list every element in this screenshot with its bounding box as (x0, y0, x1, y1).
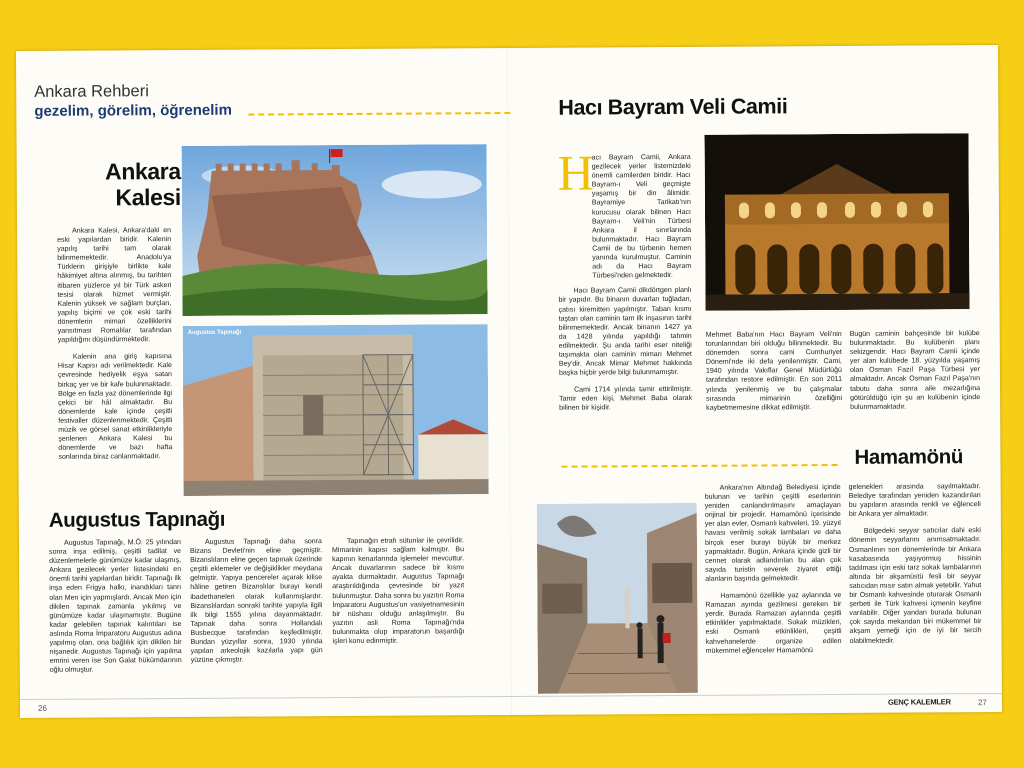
hamamonu-column-1 (705, 483, 842, 664)
haci-bayram-photo (704, 133, 969, 311)
hamamonu-column-2 (849, 482, 982, 653)
ankara-kalesi-body (57, 226, 172, 470)
augustus-column-3 (332, 536, 465, 654)
hamamonu-paragraph: Ankara'nın Altındağ Belediyesi içinde bulunan ve tarihin çeşitli eserlerinin yeniden canlandırılmasını amaçlayan orijinal bir projedir. Hamamönü içerisinde yer alan evler, Osmanlı kahveleri, 19. yüzyıl havası verilmiş sokak lambaları ve daha birçok eser burayı büyük bir merkez yapmaktadır. Bugün, Ankara içinde gizli bir cennet olarak adlandırılan bu alan çok sayıda turistin severek ziyaret ettiği alanların başında gelmektedir. (704, 483, 842, 583)
haci-bayram-paragraph: Cami 1714 yılında tamir ettirilmiştir. Tamir eden kişi, Mehmet Baba olarak bilinen bir kişidir. (559, 386, 693, 413)
haci-bayram-paragraph: acı Bayram Camii, Ankara gezilecek yerler listemizdeki önemli camilerden biridir. Hacı Bayram-ı Veli geçmişte yaşamış bir din âlimidir. Bayramiye Tarikatı'nın kurucusu olarak bilinen Hacı Bayram-ı Veli'nin Türbesi Ankara il sınırlarında bulunmaktadır. Hacı Bayram Camii de bu türbenin hemen yanında kurulmuştur. Caminin adı da Hacı Bayram Türbesi'nden gelmektedir. (591, 153, 692, 280)
page-number-right: 27 (977, 698, 987, 708)
magazine-brand: GENÇ KALEMLER (887, 697, 951, 707)
augustus-photo-caption: Augustus Tapınağı (187, 329, 242, 336)
ankara-kalesi-paragraph: Kalenin ana giriş kapısına Hisar Kapısı adı verilmektedir. Kale çevresinde hediyelik eşya satan birkaç yer ve bir kafe bulunmaktadır. Bölge en fazla yaz dönemlerinde ilgi çekici bir hâl almaktadır. Bu dönemlerde kale içinde çeşitli festivaller düzenlenmektedir. Çeşitli müzik ve görsel sanat etkinlikleriyle şenlenen Ankara Kalesi bu dönemlerde ve bazı hafta sonlarında biraz canlanmaktadır. (57, 353, 173, 462)
hamamonu-dashed-rule (562, 464, 838, 468)
hamamonu-paragraph: Bölgedeki seyyar satıcılar dahi eski dönemin seyyarlarını anımsatmaktadır. Osmanlının son dönemlerinde bir Ankara kasabasında yaşıyormuş hissinin tadılması için eski tarz sokak lambalarının altında bir akşamüstü fesli bir seyyar satıcıdan mısır satın almak yetebilir. Yahut bir Osmanlı kahvesinde oturarak Osmanlı şerbeti ile Türk kahvesi içmenin keyfine varılabilir. Diğer yandan burada bulunan çok sayıda mekandan biri mükemmel bir akşam yemeği için de iyi bir tercih olabilmektedir. (848, 527, 982, 645)
hamamonu-photo (537, 503, 698, 694)
haci-bayram-column-2 (706, 330, 843, 421)
hamamonu-title: Hamamönü (854, 445, 963, 469)
augustus-photo (183, 324, 489, 496)
augustus-column-2 (190, 537, 323, 673)
magazine-spread (16, 45, 1002, 718)
ankara-kalesi-photo (182, 144, 488, 316)
haci-bayram-column-1 (558, 153, 693, 421)
hamamonu-paragraph: Hamamönü özellikle yaz aylarında ve Ramazan ayında gezilmesi gereken bir yerdir. Burada Ramazan aylarında çeşitli etkinlikler yapılmaktadır. Sokak müzikleri, eski Osmanlı etkinlikleri, çeşitli kahvehanelerde organize edilen mükemmel eğlenceler Hamamönü (705, 592, 842, 655)
ankara-kalesi-paragraph: Ankara Kalesi, Ankara'daki en eski yapılardan biridir. Kalenin yapılış tarihi tam olarak bilinmemektedir. Anadolu'ya Türklerin girişiyle birlikte kale hâkimiyet altına alınmış, bu tarihten itibaren yüzlerce yıl bir Türk askeri tesisi olarak hizmet vermiştir. Kalenin yüksek ve sağlam burçları, yapılış biçimi ve çok eski tarihi dönemlerin mimari özelliklerini yansıtması Romalılar tarafından yapıldığını düşündürmektedir. (57, 227, 172, 344)
augustus-column-1 (49, 538, 182, 683)
header-dashed-rule (248, 112, 510, 116)
hamamonu-paragraph: gelenekleri arasında sayılmaktadır. Belediye tarafından yeniden kazandırılan bu yapıların arasında renkli ve eğlenceli bir Ankara yer almaktadır. (848, 483, 981, 519)
page-spine (507, 48, 512, 715)
page-number-left: 26 (37, 703, 47, 713)
haci-bayram-paragraph: Mehmet Baba'nın Hacı Bayram Veli'nin torunlarından biri olduğu bilinmektedir. Bu dönemden sonra cami Cumhuriyet Dönemi'nde iki defa yenilenmiştir. Cami, 1940 yılında Vakıflar Genel Müdürlüğü tarafından restore edilmiştir. En son 2011 yılında yenilenmiş ve bu çalışmalar sırasında mimarinin özelliğini kaybetmemesine dikkat edilmiştir. (705, 330, 843, 412)
haci-bayram-title: Hacı Bayram Veli Camii (558, 94, 788, 120)
haci-bayram-dropcap: H (557, 144, 595, 201)
ankara-kalesi-title-line2: Kalesi (115, 184, 181, 211)
section-tagline: gezelim, görelim, öğrenelim (34, 101, 232, 120)
ankara-kalesi-title-line1: Ankara (105, 158, 181, 185)
section-title: Ankara Rehberi (34, 82, 149, 101)
ankara-kalesi-title (105, 158, 181, 210)
augustus-paragraph: Augustus Tapınağı daha sonra Bizans Devleti'nin eline geçmiştir. Bizanslıların eline geçen tapınak üzerinde çeşitli eklemeler ve değişiklikler meydana gelmiştir. Yapıya pencereler açarak kilise hâline getiren Bizanslılar burayı kendi ibadethaneleri olarak kullanmışlardır. Bizanslılardan sonraki tarihte yapıyla ilgili ilk bilgi 1555 yılına dayanmaktadır. Tapınak daha sonra Hollandalı Busbecque tarafından keşfedilmiştir. Bundan yüzyıllar sonra, 1930 yılında yapılan arkeolojik kazılarla yapı gün yüzüne çıkmıştır. (190, 538, 323, 665)
augustus-paragraph: Augustus Tapınağı, M.Ö. 25 yılından sonra inşa edilmiş, çeşitli tadilat ve düzenlemelerle günümüze kadar ulaşmış, Ankara gezilecek yerler listesindeki en önemli tarihi yapılardan biridir. Tapınağı ilk inşa eden Frigya halkı, inandıkları tanrı olan Men için yapmışlardı. Ancak Men için dikilen tapınak zamanla yıkılmış ve günümüze kadar ulaşmamıştır. Bugüne kadar gelebilen tapınak kalıntıları ise aslında Roma İmparatoru Augustus adına yapılmış olan, ona bağlılık için dikilen bir nişanedir. Augustus Tapınağı için yapılma emrini veren ise Son Galat hükümdarının oğlu olmuştur. (49, 539, 182, 675)
haci-bayram-paragraph: Bugün caminin bahçesinde bir kulübe bulunmaktadır. Bu kulübenin planı sekizgendir. Hacı Bayram Camii içinde yer alan kulübede 18. yüzyılda yaşamış olan Osman Fazıl Paşa Türbesi yer almaktadır. Ancak Osman Fazıl Paşa'nın tabutu daha sonra aile mezarlığına götürüldüğü için şu an kulübenin içinde bulunmamaktadır. (849, 330, 981, 411)
haci-bayram-paragraph: Hacı Bayram Camii dikdörtgen planlı bir yapıdır. Bu binanın duvarları tuğladan, çatısı kiremitten yapılmıştır. Taban kısmı taştan olan caminin tam ilk inşasının tarihi bilinmemektedir. Ancak binanın 1427 ya da 1428 yılında yapıldığı tahmin edilmektedir. Şu anda tarihi eser niteliği taşımakta olan caminin mimarı Mehmet Bey'dir. Ancak Mimar Mehmet hakkında başka hiçbir yerde bilgi bulunmamıştır. (558, 287, 692, 377)
augustus-paragraph: Tapınağın etrafı sütunlar ile çevrilidir. Mimarinin kapısı sağlam kalmıştır. Bu kapının kenarlarında işlemeler mevcuttur. Ancak duvarlarının sadece bir kısmı ayakta durmaktadır. Augustus Tapınağı araştırıldığında çevresinde bir yazıt bulunmuştur. Daha sonra bu yazıtın Roma İmparatoru Augustus'un vasiyetnamesinin bir nüshası olduğu anlaşılmıştır. Bu yazıtın asli Roma Tapınağı'nda bulunmakta olup imparatorun başardığı işleri konu edinmiştir. (332, 537, 465, 646)
haci-bayram-column-3 (850, 329, 981, 420)
augustus-title: Augustus Tapınağı (48, 507, 226, 532)
